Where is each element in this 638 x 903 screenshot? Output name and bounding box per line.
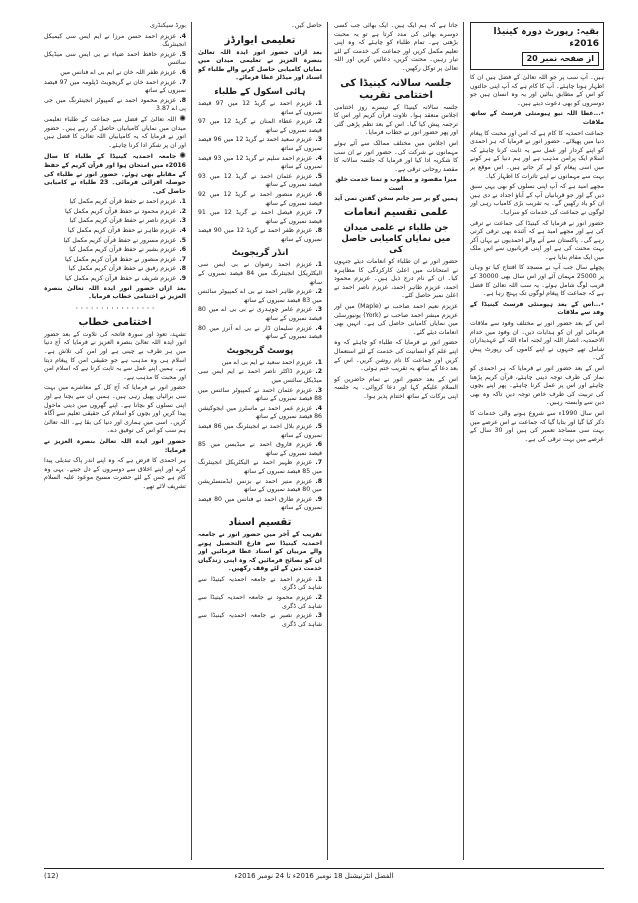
list-item: 8.عزیزم محمود احمد نے کمپیوٹر انجینئرنگ میں جی پی اے 3.87	[44, 96, 186, 113]
section-heading: تعلیمی ایوارڈز	[224, 34, 296, 46]
column-rule	[191, 22, 192, 860]
verse-line: ہمیں گو بر سر جانم سخن گفتن نمی آید	[334, 194, 458, 202]
paragraph: اس کے بعد حضور انور نے مختلف وفود سے ملاقات فرمائی اور ان کو ہدایات دیں۔ ان وفود میں خدام الاحمدیہ، انصار اللہ اور لجنہ اماء اللہ کے عہدیداران شامل تھے جنہوں نے اپنے کاموں کی رپورٹ پیش کی۔	[470, 320, 604, 362]
bullet-icon: ✺	[179, 151, 186, 161]
list-item: 1.عزیزم احمد نے گریڈ 12 میں 97 فیصد نمبروں کے ساتھ	[198, 99, 322, 116]
paragraph: جلسہ سالانہ کینیڈا کے تیسرے روز اختتامی اجلاس منعقد ہوا۔ تلاوت قرآن کریم اور اس کا ترجمہ پیش کیا گیا۔ اس کے بعد نظم پڑھی گئی اور پھر حضور انور نے خطاب فرمایا۔	[334, 103, 458, 137]
column-3	[198, 22, 322, 860]
list-item: 6.عزیزم ظفر اللہ خان نے ایم بی اے فنانس میں	[60, 68, 186, 76]
paragraph: پچھلے سال جب آپ نے مسجد کا افتتاح کیا تو وہاں پر 25000 مہمان آئے اور اس سال بھی 30000 کے قریب لوگ شامل ہوئے۔ یہ سب اللہ تعالیٰ کا فضل ہے کہ جماعت کا پیغام لوگوں تک پہنچ رہا ہے۔	[470, 264, 604, 298]
paragraph: حاصل کیں۔	[291, 22, 322, 29]
list-item: 4.عزیزم احمد حسن مرزا نے ایم ایس سی کیمیکل انجینئرنگ	[44, 32, 186, 49]
article-continuation-box	[470, 22, 604, 70]
list-item: 6.عزیزم بشیر نے حفظ قرآن کریم مکمل کیا	[69, 246, 186, 254]
list-item: 1.عزیزم احمد رضوان نے بی ایس سی الیکٹریکل انجینئرنگ میں 84 فیصد نمبروں کے ساتھ	[198, 261, 322, 286]
section-heading: علمی تقسیم انعامات	[343, 207, 449, 219]
paragraph: مجھے امید ہے کہ آپ اپنی نسلوں کو بھی یہی سبق دیں گے اور جو قربانیاں آپ کے آباؤ اجداد نے دی ہیں ان کو یاد رکھیں گے۔ یہ تقریب بڑی کامیاب رہی اور لوگوں نے جماعت کی خدمات کو سراہا۔	[470, 183, 604, 216]
paragraph: حضور انور نے فرمایا کہ طلباء کو چاہئے کہ وہ اپنے علم کو انسانیت کی خدمت کے لئے استعمال کریں اور جماعت کا نام روشن کریں۔ اس کے بعد دعا کے ساتھ یہ تقریب ختم ہوئی۔	[334, 339, 458, 373]
list-item: 2.عزیزم ڈاکٹر ناصر احمد نے ایم ایس سی میڈیکل سائنس میں	[198, 368, 322, 384]
paragraph: حضور انور نے فرمایا کہ آج کل کے معاشرے میں بہت سی برائیاں پھیل رہی ہیں۔ ہمیں ان سے بچنا ہے اور اپنی نسلوں کو بچانا ہے۔ اپنے گھروں میں دینی ماحول پیدا کریں اور بچوں کو اسلام کی حقیقی تعلیم سے آگاہ کریں۔ اسی میں ہماری اور دنیا کی بقا ہے۔ اللہ تعالیٰ ہم سب کو اس کی توفیق دے۔	[44, 384, 186, 435]
column-2	[334, 22, 458, 860]
paragraph: عزیزم نعیم احمد صاحب نے (Maple) میں اور عزیزم مبشر احمد صاحب نے (York) یونیورسٹی میں نمایاں کامیابی حاصل کی ہے۔ انہیں بھی انعامات دیئے گئے۔	[334, 303, 458, 336]
list-item: 8.عزیزم رفیق نے حفظ قرآن کریم مکمل کیا	[68, 265, 186, 273]
list-item: 1.عزیزم احمد نے حفظ قرآن کریم مکمل کیا	[69, 198, 186, 206]
list-heading: پوسٹ گریجویٹ	[226, 345, 294, 356]
column-rule	[463, 22, 464, 860]
column-4	[44, 22, 186, 860]
verse-line: میرا مقصود و مطلوب و تمنا خدمت خلق است	[335, 176, 457, 192]
page-footer	[44, 868, 604, 883]
list-heading: ہائی اسکول کے طلباء	[214, 86, 306, 97]
paragraph: اس سال 1990ء سے شروع ہونے والی خدمات کا ذکر کیا گیا اور بتایا گیا کہ جماعت نے اس عرصے میں بہت سی مساجد تعمیر کی ہیں اور 30 سال کے عرصے میں بہت ترقی کی ہے۔	[470, 409, 604, 443]
list-item: 6.عزیزم منصور احمد نے گریڈ 12 میں 92 فیصد نمبروں کے ساتھ	[198, 190, 322, 207]
column-1	[470, 22, 604, 860]
paragraph: جاتا ہے کہ ہم ایک ہیں۔ ایک بھائی جب کسی دوسرے بھائی کی مدد کرتا ہے تو یہ محبت بڑھتی ہے۔ تمام طلباء کو چاہئے کہ وہ اپنی تعلیم مکمل کریں اور جماعت کی خدمت کے لئے تیار رہیں۔ محنت کریں، دعائیں کریں اور اللہ تعالیٰ پر توکل رکھیں۔	[334, 22, 458, 72]
list-item: 3.عزیزم ناصر نے حفظ قرآن کریم مکمل کیا	[69, 217, 186, 225]
list-item: 4.عزیزم احمد سلیم نے گریڈ 12 میں 93 فیصد نمبروں کے ساتھ	[198, 154, 322, 171]
list-item: 8.عزیزم منیر احمد نے بزنس ایڈمنسٹریشن میں 80 فیصد نمبروں کے ساتھ	[198, 477, 322, 494]
list-item: 7.عزیزم منصور نے حفظ قرآن کریم مکمل کیا	[65, 255, 186, 263]
awards-list	[198, 261, 322, 341]
awards-list	[198, 359, 322, 513]
column-rule	[327, 22, 328, 860]
list-item: 8.عزیزم ظفر احمد نے گریڈ 12 میں 90 فیصد نمبروں کے ساتھ	[198, 227, 322, 243]
paragraph: اس کے بعد حضور انور نے تمام حاضرین کو السلام علیکم کہا اور دعا کروائی۔ یہ جلسہ اپنی برکات کے ساتھ اختتام پذیر ہوا۔	[334, 375, 458, 400]
paragraph: اس اجلاس میں مختلف ممالک سے آئے ہوئے مہمانوں نے شرکت کی۔ حضور انور نے ان سب کا شکریہ ادا کیا اور فرمایا کہ جلسہ سالانہ کا مقصد روحانی ترقی ہے۔	[334, 139, 458, 173]
awards-list	[198, 576, 322, 630]
list-item: 5.عزیزم حافظ احمد ضیاء نے بی ایس سی میڈیکل سائنس	[44, 50, 186, 67]
list-item: 7.عزیزم ظہیر احمد نے الیکٹریکل انجینئرنگ میں 85 فیصد نمبروں کے ساتھ	[198, 459, 322, 475]
paragraph: بعد ازاں حضور انور ایدہ اللہ تعالیٰ بنصرہ العزیز نے اختتامی خطاب فرمایا۔	[44, 284, 186, 301]
list-item: 1.عزیزم احمد سعید نے ایم بی اے میں	[221, 358, 322, 366]
list-item: 1.عزیزم احمد نے جامعہ احمدیہ کینیڈا سے شاہد کی ڈگری	[198, 575, 322, 592]
newspaper-page	[44, 22, 604, 860]
list-item: 9.عزیزم شریف نے حفظ قرآن کریم مکمل کیا	[65, 275, 186, 283]
paragraph: حضور انور نے ان طلباء کو انعامات دیئے جنہوں نے امتحانات میں اعلیٰ کارکردگی کا مظاہرہ کیا۔ ان کے نام درج ذیل ہیں۔ عزیزم محمود احمد، عزیزم طاہر احمد، عزیزم ناصر احمد نے اعلیٰ نمبر حاصل کئے۔	[334, 258, 458, 300]
divider: · · · · · · · · · · · · · · · ·	[75, 303, 155, 313]
list-item: 7.عزیزم احمد خان نے گریجویٹ ڈپلومہ میں 97 فیصد نمبروں کے ساتھ	[44, 78, 186, 95]
list-item: 5.عزیزم مسرور نے حفظ قرآن کریم مکمل کیا	[63, 236, 186, 244]
paragraph: جماعت احمدیہ کا کام ہے کہ امن اور محبت کا پیغام دنیا میں پھیلائے۔ حضور انور نے فرمایا کہ ہر احمدی کو اپنے کردار اور عمل سے یہ ثابت کرنا چاہئے کہ اسلام ایک پرامن مذہب ہے اور ہم دنیا کے ہر کونے میں اسی پیغام کو لے کر جاتے ہیں۔ اس موقع پر بہت سے مہمانوں نے اپنے تاثرات کا اظہار کیا۔	[470, 129, 604, 180]
bullet-icon: ✺	[179, 113, 186, 123]
paragraph: تشہد، تعوذ اور سورۃ فاتحہ کی تلاوت کے بعد حضور انور ایدہ اللہ تعالیٰ بنصرہ العزیز نے فرمایا کہ آج دنیا میں ہر طرف بے چینی ہے اور امن کی تلاش ہے۔ اسلام ہی وہ مذہب ہے جو حقیقی امن کا پیغام دیتا ہے۔ ہمیں اپنے عمل سے یہ ثابت کرنا ہے کہ اسلام امن اور محبت کا مذہب ہے۔	[44, 330, 186, 381]
issue-date: الفضل انٹرنیشنل 18 نومبر 2016ء تا 24 نومبر 2016ء	[234, 872, 394, 880]
paragraph: ✺جامعہ احمدیہ کینیڈا کے طلباء کا سال 2016ء میں امتحان ہوا اور قرآن کریم کے حفظ کے مقابلے بھی ہوئے۔ حضور انور نے طلباء کی حوصلہ افزائی فرمائی۔ 23 طلباء نے کامیابی حاصل کی۔	[44, 151, 186, 195]
awards-list	[44, 33, 186, 114]
section-heading: اختتامی خطاب	[78, 316, 152, 328]
paragraph: تقریب کے آخر میں حضور انور نے جامعہ احمدیہ کینیڈا سے فارغ التحصیل ہونے والے مربیان کو اسناد عطا فرمائیں اور ان کو نصائح فرمائیں کہ وہ اپنی زندگیاں خدمت دین کے لئے وقف رکھیں۔	[198, 530, 322, 573]
list-item: 9.عزیزم طارق احمد نے فنانس میں 80 فیصد نمبروں کے ساتھ	[198, 495, 322, 512]
list-item: 2.عزیزم محمود نے جامعہ احمدیہ کینیڈا سے شاہد کی ڈگری	[198, 594, 322, 610]
paragraph: ✺اللہ تعالیٰ کے فضل سے جماعت کے طلباء تعلیمی میدان میں نمایاں کامیابیاں حاصل کر رہے ہیں۔ حضور انور نے فرمایا کہ یہ کامیابیاں اللہ تعالیٰ کا فضل ہیں اور ان پر شکر ادا کرنا چاہئے۔	[44, 113, 186, 149]
article-subtitle: از صفحہ نمبر 20	[522, 52, 599, 66]
list-item: 6.عزیزم فاروق احمد نے میڈیسن میں 85 فیصد نمبروں کے ساتھ	[198, 441, 322, 457]
list-item: 2.عزیزم عطاء المنان نے گریڈ 12 میں 97 فیصد نمبروں کے ساتھ	[198, 118, 322, 134]
section-heading: جلسہ سالانہ کینیڈا کی اختتامی تقریب	[340, 77, 452, 101]
paragraph: حضور انور نے فرمایا کہ کینیڈا کی جماعت نے ترقی کی ہے اور مجھے امید ہے کہ آئندہ بھی ترقی کرتی رہے گی۔ پاکستان سے آنے والے احمدیوں نے یہاں آکر بہت محنت کی ہے اور اپنی قربانیوں سے اس ملک میں ایک مقام بنایا ہے۔	[470, 219, 604, 261]
list-item: 4.عزیزم عمر احمد نے ماسٹرز میں ایجوکیشن 86 فیصد نمبروں کے ساتھ	[198, 404, 322, 421]
paragraph: بورڈ سیکنڈری	[149, 22, 186, 29]
list-item: 3.عزیزم سعید احمد نے گریڈ 12 میں 96 فیصد نمبروں کے ساتھ	[198, 136, 322, 152]
page-number: (12)	[44, 872, 59, 880]
lead-paragraph: بعد ازاں حضور انور ایدہ اللہ تعالیٰ بنصرہ العزیز نے تعلیمی میدان میں نمایاں کامیابی حاصل کرنے والے طلباء کو اسناد اور میڈلز عطا فرمائے۔	[198, 48, 322, 82]
list-heading: انڈر گریجویٹ	[231, 248, 289, 259]
hifz-list	[44, 198, 186, 283]
list-item: 2.عزیزم طاہر احمد نے بی اے کمپیوٹر سائنس میں 83 فیصد نمبروں کے ساتھ	[198, 288, 322, 304]
list-item: 4.عزیزم سلیمان ڈار نے بی اے آنرز میں 80 فیصد نمبروں کے ساتھ	[198, 324, 322, 341]
section-subheading: جن طلباء نے علمی میدان میں نمایاں کامیابی حاصل کی	[341, 223, 451, 256]
article-title: بقیہ: رپورٹ دورہ کینیڈا 2016ء	[493, 27, 599, 49]
list-item: 3.عزیزم عثمان احمد نے کمپیوٹر سائنس میں 88 فیصد نمبروں کے ساتھ	[198, 386, 322, 403]
list-item: 2.عزیزم محمود نے حفظ قرآن کریم مکمل کیا	[64, 207, 186, 215]
section-heading: تقسیم اسناد	[228, 516, 292, 528]
list-item: 5.عزیزم عثمان احمد نے گریڈ 12 میں 93 فیصد نمبروں کے ساتھ	[198, 172, 322, 189]
list-item: 4.عزیزم طاہر نے حفظ قرآن کریم مکمل کیا	[67, 227, 186, 235]
list-item: 7.عزیزم فیصل احمد نے گریڈ 12 میں 91 فیصد نمبروں کے ساتھ	[198, 209, 322, 225]
paragraph: ہیں۔ آپ سب پر جو اللہ تعالیٰ کے فضل ہیں ان کا اظہار ہونا چاہئے۔ آپ کا کام ہے کہ آپ اپنی حالتوں کو اس کے مطابق بنائیں اور یہ وہ انسان ہیں جو دوسروں کو بھی دعوت دیتے ہیں۔	[470, 74, 604, 107]
quote: ہر احمدی کا فرض ہے کہ وہ اپنے اندر پاک تبدیلی پیدا کرے اور اپنے اخلاق سے دوسروں کے دل جیتے۔ یہی وہ کام ہے جس کے لئے حضرت مسیح موعود علیہ السلام تشریف لائے تھے۔	[44, 457, 186, 490]
list-item: 3.عزیزم نصیر نے جامعہ احمدیہ کینیڈا سے شاہد کی ڈگری	[198, 612, 322, 628]
awards-list	[198, 100, 322, 245]
paragraph: اس کے بعد حضور انور نے فرمایا کہ ہر احمدی کو نماز کی طرف توجہ دینی چاہئے، قرآن کریم پڑھنا چاہئے اور اس پر عمل کرنا چاہئے۔ پھر اپنے بچوں کی تربیت کی طرف خاص توجہ دیں تاکہ وہ بھی دین سے وابستہ رہیں۔	[470, 365, 604, 407]
section-heading: ٭...عطا اللہ نیو ہیومنٹی فرسٹ کے ساتھ ملاقات	[470, 110, 604, 126]
list-item: 3.عزیزم عامر چوہدری نے بی بی اے میں 80 فیصد نمبروں کے ساتھ	[198, 306, 322, 323]
quote-heading: حضور انور ایدہ اللہ تعالیٰ بنصرہ العزیز نے فرمایا:	[44, 437, 186, 454]
list-item: 5.عزیزم بلال احمد نے انجینئرنگ میں 86 فیصد نمبروں کے ساتھ	[198, 422, 322, 439]
section-heading: ٭...اس کے بعد ہیومنٹی فرسٹ کینیڈا کے وفد سے ملاقات	[470, 300, 604, 317]
